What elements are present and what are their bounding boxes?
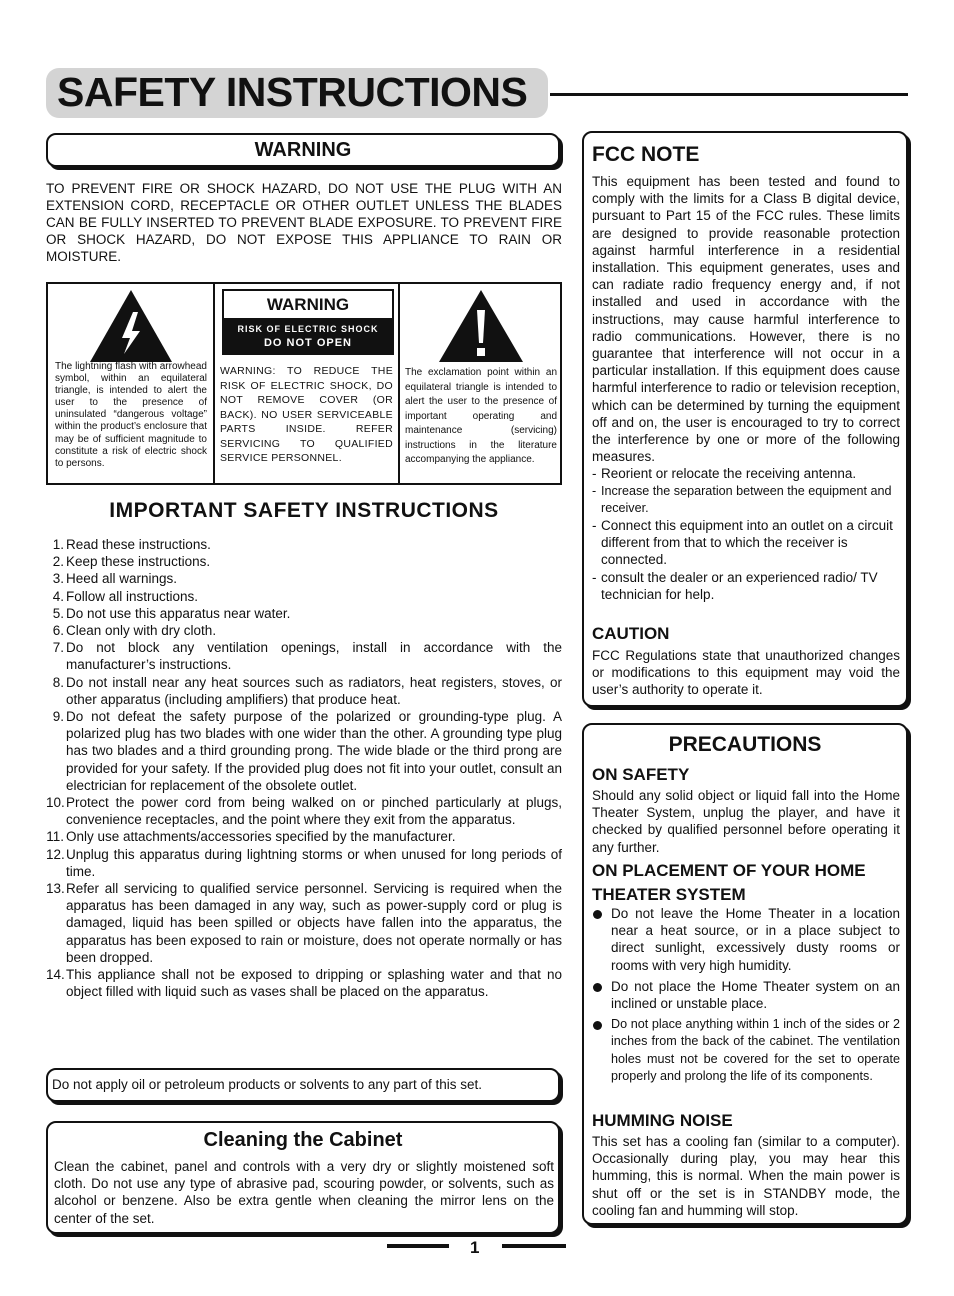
- lightning-text: The lightning flash with arrowhead symbol, within an equilateral triangle, is intended to alert the user to the presence of uninsulated “dangerous voltage” within the product’s enclosure that may be of sufficient magnitude to constitute a risk of electric shock to persons.: [55, 361, 207, 469]
- fcc-body: This equipment has been tested and found to comply with the limits for a Class B digital device, pursuant to Part 15 of the FCC rules. These limits are designed to provide reasonable protection against harmful interference in a residential installation. This equipment generates, uses and can radiate radio frequency energy and, if not installed and used in accordance with the instructions, may cause harmful interference to radio communications. However, there is no guarantee that interference will not occur in a particular installation. If this equipment does cause harmful interference to radio or television reception, which can be determined by turning the equipment off and on, the user is encouraged to try to correct the interference by one or more of the following measures.: [592, 174, 900, 465]
- important-title: IMPORTANT SAFETY INSTRUCTIONS: [109, 499, 499, 522]
- page-number-rule-right: [502, 1244, 566, 1248]
- fcc-title: FCC NOTE: [592, 143, 700, 166]
- oil-note: Do not apply oil or petroleum products or solvents to any part of this set.: [52, 1077, 482, 1092]
- list-item: - Reorient or relocate the receiving antenna.: [592, 466, 857, 482]
- precautions-title: PRECAUTIONS: [668, 733, 822, 756]
- list-item: 5. Do not use this apparatus near water.: [52, 605, 291, 621]
- warning-cell-text: WARNING: TO REDUCE THE RISK OF ELECTRIC SHOCK, DO NOT REMOVE COVER (OR BACK). NO USER SERVICEABLE PARTS INSIDE. REFER SERVICING TO QUALIFIED SERVICE PERSONNEL.: [220, 365, 393, 464]
- warning-label-title: WARNING: [266, 295, 350, 314]
- list-item: - Connect this equipment into an outlet on a circuit different from that to which the receiver is connected.: [592, 518, 893, 568]
- precautions-box: [582, 723, 908, 1225]
- list-item: 1. Read these instructions.: [52, 537, 211, 552]
- cleaning-box: [46, 1121, 560, 1234]
- list-item: - consult the dealer or an experienced radio/ TV technician for help.: [592, 569, 878, 602]
- warning-label-cell: [215, 284, 400, 483]
- oil-note-box: [46, 1068, 560, 1102]
- page-number: 1: [470, 1238, 480, 1257]
- warning-label: [222, 289, 394, 355]
- caution-title: CAUTION: [592, 624, 670, 643]
- lightning-cell: [48, 284, 215, 483]
- list-item: 2. Keep these instructions.: [52, 554, 211, 570]
- list-item: 14. This appliance shall not be exposed to dripping or splashing water and that no object filled with liquid such as vases shall be placed on the apparatus.: [46, 967, 562, 1000]
- exclamation-triangle-icon: [437, 288, 525, 364]
- placement-list: [592, 905, 900, 1085]
- list-item: 13. Refer all servicing to qualified service personnel. Servicing is required when the apparatus has been damaged in any way, such as power-supply cord or plug is damaged, liquid has been spilled or objects have fallen into the apparatus, the apparatus has been exposed to rain or moisture, does not operate normally or has been dropped.: [46, 881, 562, 965]
- warning-heading: WARNING: [254, 139, 352, 161]
- symbols-table: [46, 282, 562, 485]
- humming-text: This set has a cooling fan (similar to a computer). Occasionally during play, you may hear this humming, this is normal. When the main power is shut off or the set is in STANDBY mode, the cooling fan and humming will stop.: [592, 1134, 900, 1218]
- list-item: Do not place anything within 1 inch of the sides or 2 inches from the back of the cabinet. The ventilation holes must not be covered for the set to operate properly and prolong the life of its components.: [592, 1016, 900, 1085]
- list-item: Do not leave the Home Theater in a location near a heat source, or in a place subject to direct sunlight, excessively dusty rooms or rooms with very high humidity.: [592, 905, 900, 974]
- on-safety-title: ON SAFETY: [592, 765, 690, 784]
- exclamation-text: The exclamation point within an equilateral triangle is intended to alert the user to the presence of important operating and maintenance (servicing) instructions in the literature accompanying the appliance.: [405, 367, 557, 465]
- cleaning-title: Cleaning the Cabinet: [203, 1129, 403, 1151]
- list-item: 11. Only use attachments/accessories specified by the manufacturer.: [46, 829, 456, 845]
- cleaning-text: Clean the cabinet, panel and controls with a very dry or slightly moistened soft cloth. Do not use any type of abrasive pad, scouring powder, or solvents, such as alcohol or benzene. Also be extra gentle when cleaning the mirror lens on the center of the set.: [54, 1159, 554, 1226]
- list-item: 9. Do not defeat the safety purpose of the polarized or grounding-type plug. A polarized plug has two blades with one wider than the other. A grounding type plug has two blades and a third grounding prong. The wide blade or the third prong are provided for your safety. If the provided plug does not fit into your outlet, consult an electrician for replacement of the obsolete outlet.: [52, 709, 562, 793]
- exclamation-cell: [400, 284, 562, 483]
- humming-title: HUMMING NOISE: [592, 1111, 733, 1130]
- fcc-note-box: [582, 131, 908, 707]
- warning-text: TO PREVENT FIRE OR SHOCK HAZARD, DO NOT USE THE PLUG WITH AN EXTENSION CORD, RECEPTACLE OR OTHER OUTLET UNLESS THE BLADES CAN BE FULLY INSERTED TO PREVENT BLADE EXPOSURE. TO PREVENT FIRE OR SHOCK HAZARD, DO NOT EXPOSE THIS APPLIANCE TO RAIN OR MOISTURE.: [46, 181, 562, 264]
- list-item: 12. Unplug this apparatus during lightning storms or when unused for long periods of time.: [46, 846, 562, 879]
- list-item: 4. Follow all instructions.: [52, 588, 199, 604]
- on-safety-text: Should any solid object or liquid fall into the Home Theater System, unplug the player, and have it checked by qualified personnel before operating it any further.: [592, 788, 900, 855]
- page-number-rule-left: [387, 1244, 449, 1248]
- fcc-text: [592, 173, 900, 603]
- list-item: Do not place the Home Theater system on an inclined or unstable place.: [592, 978, 900, 1012]
- warning-heading-box: [46, 133, 560, 167]
- warning-label-line2: DO NOT OPEN: [263, 337, 352, 349]
- page-title: SAFETY INSTRUCTIONS: [57, 69, 528, 115]
- placement-title: ON PLACEMENT OF YOUR HOME THEATER SYSTEM: [592, 861, 866, 904]
- title-rule: [550, 93, 908, 96]
- list-item: 3. Heed all warnings.: [52, 571, 178, 587]
- list-item: 6. Clean only with dry cloth.: [52, 623, 217, 639]
- list-item: 8. Do not install near any heat sources such as radiators, heat registers, stoves, or other apparatus (including amplifiers) that produce heat.: [52, 674, 562, 707]
- list-item: 10. Protect the power cord from being walked on or pinched particularly at plugs, convenience receptacles, and the point where they exit from the apparatus.: [46, 795, 562, 828]
- important-list: [46, 536, 562, 1000]
- warning-label-banner: [224, 318, 392, 353]
- caution-text: FCC Regulations state that unauthorized changes or modifications to this equipment may void the user’s authority to operate it.: [592, 648, 900, 698]
- list-item: 7. Do not block any ventilation openings, install in accordance with the manufacturer’s instructions.: [52, 640, 562, 673]
- list-item: - Increase the separation between the equipment and receiver.: [592, 483, 892, 515]
- warning-label-line1: RISK OF ELECTRIC SHOCK: [237, 324, 379, 334]
- lightning-triangle-icon: [88, 288, 174, 364]
